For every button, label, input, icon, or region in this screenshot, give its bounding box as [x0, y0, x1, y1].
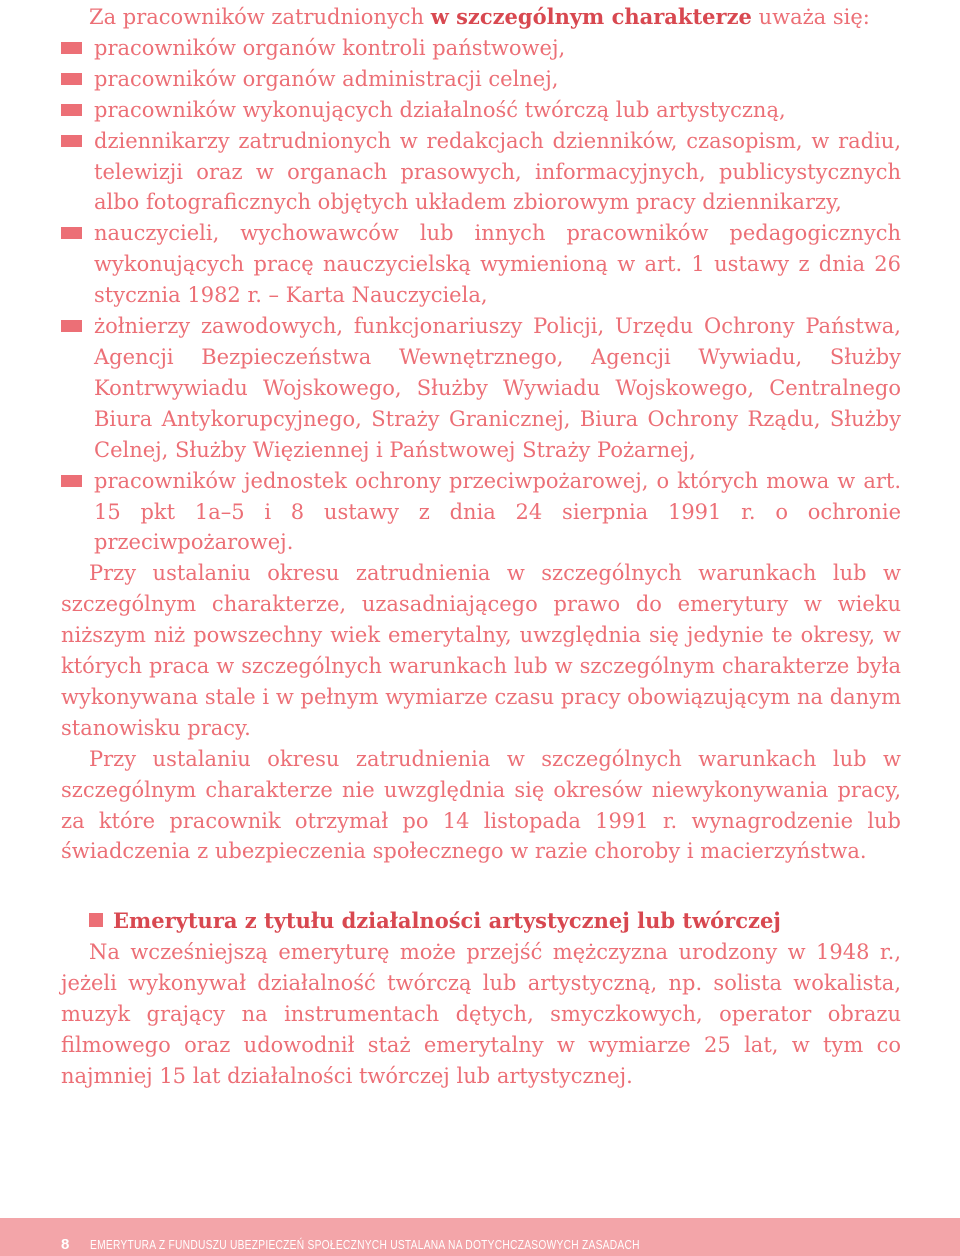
- list-item: [61, 311, 901, 466]
- square-bullet-icon: [61, 42, 82, 54]
- square-bullet-icon: [61, 475, 82, 487]
- bullet-list: [61, 33, 901, 558]
- list-item: [61, 218, 901, 311]
- list-item-text: pracowników jednostek ochrony przeciwpożarowej, o których mowa w art. 15 pkt 1a–5 i 8 ustawy z dnia 24 sierpnia 1991 r. o ochronie przeciwpożarowej.: [94, 468, 901, 555]
- body-paragraph: Przy ustalaniu okresu zatrudnienia w szczególnych warunkach lub w szczególnym charakterze, uzasadniającego prawo do emerytury w wieku niższym niż powszechny wiek emerytalny, uwzględnia się jedynie te okresy, w których praca w szczególnych warunkach lub w szczególnym charakterze była wykonywana stale i w pełnym wymiarze czasu pracy obowiązującym na danym stanowisku pracy.: [61, 561, 901, 740]
- list-item-text: dziennikarzy zatrudnionych w redakcjach dzienników, czasopism, w radiu, telewizji oraz w organach prasowych, informacyjnych, publicystycznych albo fotograficznych objętych układem zbiorowym pracy dziennikarzy,: [94, 128, 901, 215]
- section-heading: [61, 906, 901, 937]
- footer-band: [0, 1218, 960, 1256]
- list-item: [61, 33, 901, 64]
- square-bullet-icon: [61, 320, 82, 332]
- section-body: Na wcześniejszą emeryturę może przejść mężczyzna urodzony w 1948 r., jeżeli wykonywał działalność twórczą lub artystyczną, np. solista wokalista, muzyk grający na instrumentach dętych, smyczkowych, operator obrazu filmowego oraz udowodnił staż emerytalny w wymiarze 25 lat, w tym co najmniej 15 lat działalności twórczej lub artystycznej.: [61, 940, 901, 1088]
- list-item: [61, 95, 901, 126]
- intro-after: uważa się:: [751, 5, 870, 29]
- list-item-text: pracowników organów administracji celnej,: [94, 66, 559, 91]
- list-item: [61, 126, 901, 219]
- list-item: [61, 64, 901, 95]
- list-item-text: pracowników organów kontroli państwowej,: [94, 35, 566, 60]
- body-paragraph: Przy ustalaniu okresu zatrudnienia w szczególnych warunkach lub w szczególnym charakterze nie uwzględnia się okresów niewykonywania pracy, za które pracownik otrzymał po 14 listopada 1991 r. wynagrodzenie lub świadczenia z ubezpieczenia społecznego w razie choroby i macierzyństwa.: [61, 746, 901, 864]
- intro-bold: w szczególnym charakterze: [430, 4, 752, 29]
- list-item: [61, 466, 901, 559]
- square-bullet-icon: [61, 104, 82, 116]
- page-content: [61, 2, 901, 1092]
- list-item-text: pracowników wykonujących działalność twórczą lub artystyczną,: [94, 97, 786, 122]
- square-bullet-icon: [61, 73, 82, 85]
- square-bullet-icon: [61, 135, 82, 147]
- square-bullet-icon: [61, 227, 82, 239]
- square-bullet-icon: [89, 913, 103, 927]
- section-heading-text: Emerytura z tytułu działalności artystycznej lub twórczej: [113, 908, 781, 934]
- list-item-text: żołnierzy zawodowych, funkcjonariuszy Policji, Urzędu Ochrony Państwa, Agencji Bezpieczeństwa Wewnętrznego, Agencji Wywiadu, Służby Kontrwywiadu Wojskowego, Służby Wywiadu Wojskowego, Centralnego Biura Antykorupcyjnego, Straży Granicznej, Biura Ochrony Rządu, Służby Celnej, Służby Więziennej i Państwowej Straży Pożarnej,: [94, 314, 901, 462]
- intro-before: Za pracowników zatrudnionych: [89, 5, 431, 29]
- list-item-text: nauczycieli, wychowawców lub innych pracowników pedagogicznych wykonujących pracę nauczycielską wymienioną w art. 1 ustawy z dnia 26 stycznia 1982 r. – Karta Nauczyciela,: [94, 221, 901, 308]
- running-title: EMERYTURA Z FUNDUSZU UBEZPIECZEŃ SPOŁECZNYCH USTALANA NA DOTYCHCZASOWYCH ZASADACH: [90, 1238, 640, 1252]
- page-number: 8: [61, 1236, 70, 1253]
- intro-paragraph: [61, 2, 901, 33]
